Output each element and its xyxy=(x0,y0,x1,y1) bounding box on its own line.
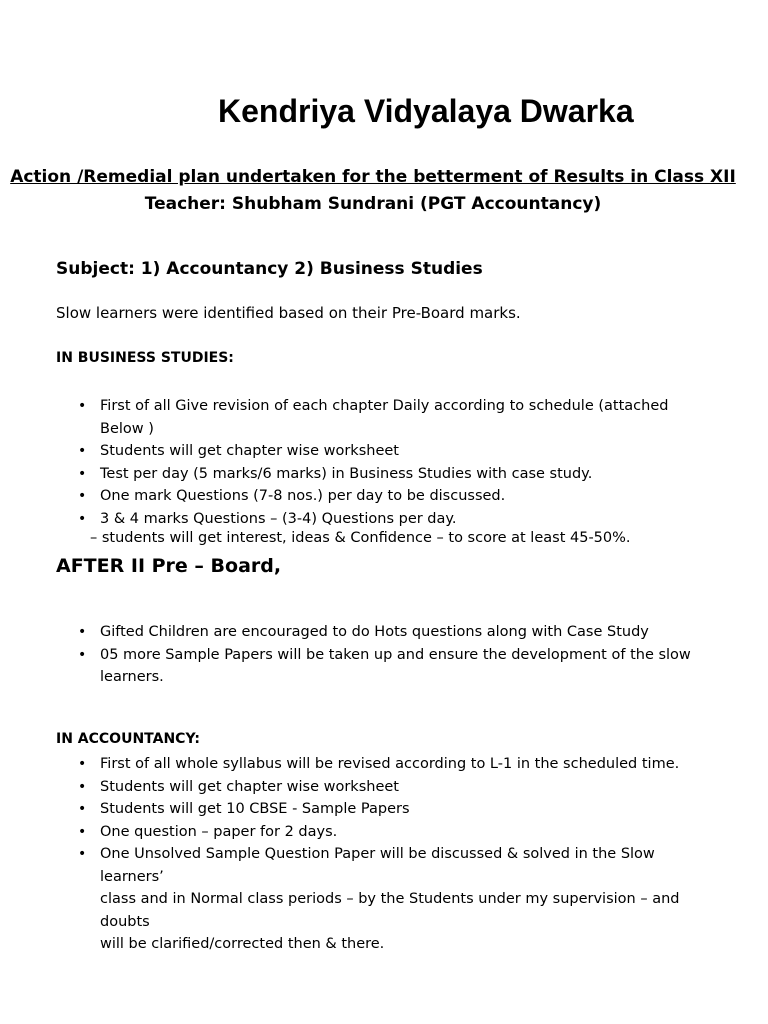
page-title: Kendriya Vidyalaya Dwarka xyxy=(218,93,634,129)
list-item: • Students will get chapter wise worksheet xyxy=(0,776,700,799)
list-item: • 05 more Sample Papers will be taken up and ensure the development of the slow learners. xyxy=(0,644,700,689)
bullet-icon: • xyxy=(78,801,87,817)
bullet-icon: • xyxy=(78,488,87,504)
bullet-icon: • xyxy=(78,510,87,527)
business-studies-heading: IN BUSINESS STUDIES: xyxy=(56,350,234,366)
accountancy-heading: IN ACCOUNTANCY: xyxy=(56,731,200,747)
business-studies-note: – students will get interest, ideas & Confidence – to score at least 45-50%. xyxy=(90,530,631,546)
teacher-line: Teacher: Shubham Sundrani (PGT Accountancy) xyxy=(144,194,602,214)
bullet-icon: • xyxy=(78,778,87,795)
bullet-icon: • xyxy=(78,756,87,772)
after-pre-board-heading: AFTER II Pre – Board, xyxy=(56,555,282,577)
business-studies-list xyxy=(0,395,700,530)
bullet-icon: • xyxy=(78,624,87,640)
list-item: • One question – paper for 2 days. xyxy=(0,821,700,844)
bullet-icon: • xyxy=(78,443,87,459)
list-item: • Students will get 10 CBSE - Sample Papers xyxy=(0,798,700,821)
bullet-icon: • xyxy=(78,398,87,414)
bullet-icon: • xyxy=(78,846,87,862)
list-item: • Test per day (5 marks/6 marks) in Business Studies with case study. xyxy=(0,463,700,486)
after-pre-board-list xyxy=(0,621,700,689)
list-item: • Gifted Children are encouraged to do Hots questions along with Case Study xyxy=(0,621,700,644)
bullet-icon: • xyxy=(78,465,87,482)
list-item: • One Unsolved Sample Question Paper will be discussed & solved in the Slow learners’ class and in Normal class periods – by the Students under my supervision – and doubts will be clarified/corrected then & there. xyxy=(0,843,700,956)
plan-heading: Action /Remedial plan undertaken for the betterment of Results in Class XII xyxy=(10,167,736,187)
accountancy-list xyxy=(0,753,700,956)
list-item: • One mark Questions (7-8 nos.) per day to be discussed. xyxy=(0,485,700,508)
list-item: • 3 & 4 marks Questions – (3-4) Questions per day. xyxy=(0,508,700,531)
list-item: • Students will get chapter wise worksheet xyxy=(0,440,700,463)
list-item: • First of all Give revision of each chapter Daily according to schedule (attached Below ) xyxy=(0,395,700,440)
bullet-icon: • xyxy=(78,823,87,840)
intro-paragraph: Slow learners were identified based on their Pre-Board marks. xyxy=(56,304,521,322)
bullet-icon: • xyxy=(78,646,87,663)
list-item: • First of all whole syllabus will be revised according to L-1 in the scheduled time. xyxy=(0,753,700,776)
subject-line: Subject: 1) Accountancy 2) Business Studies xyxy=(56,259,483,279)
